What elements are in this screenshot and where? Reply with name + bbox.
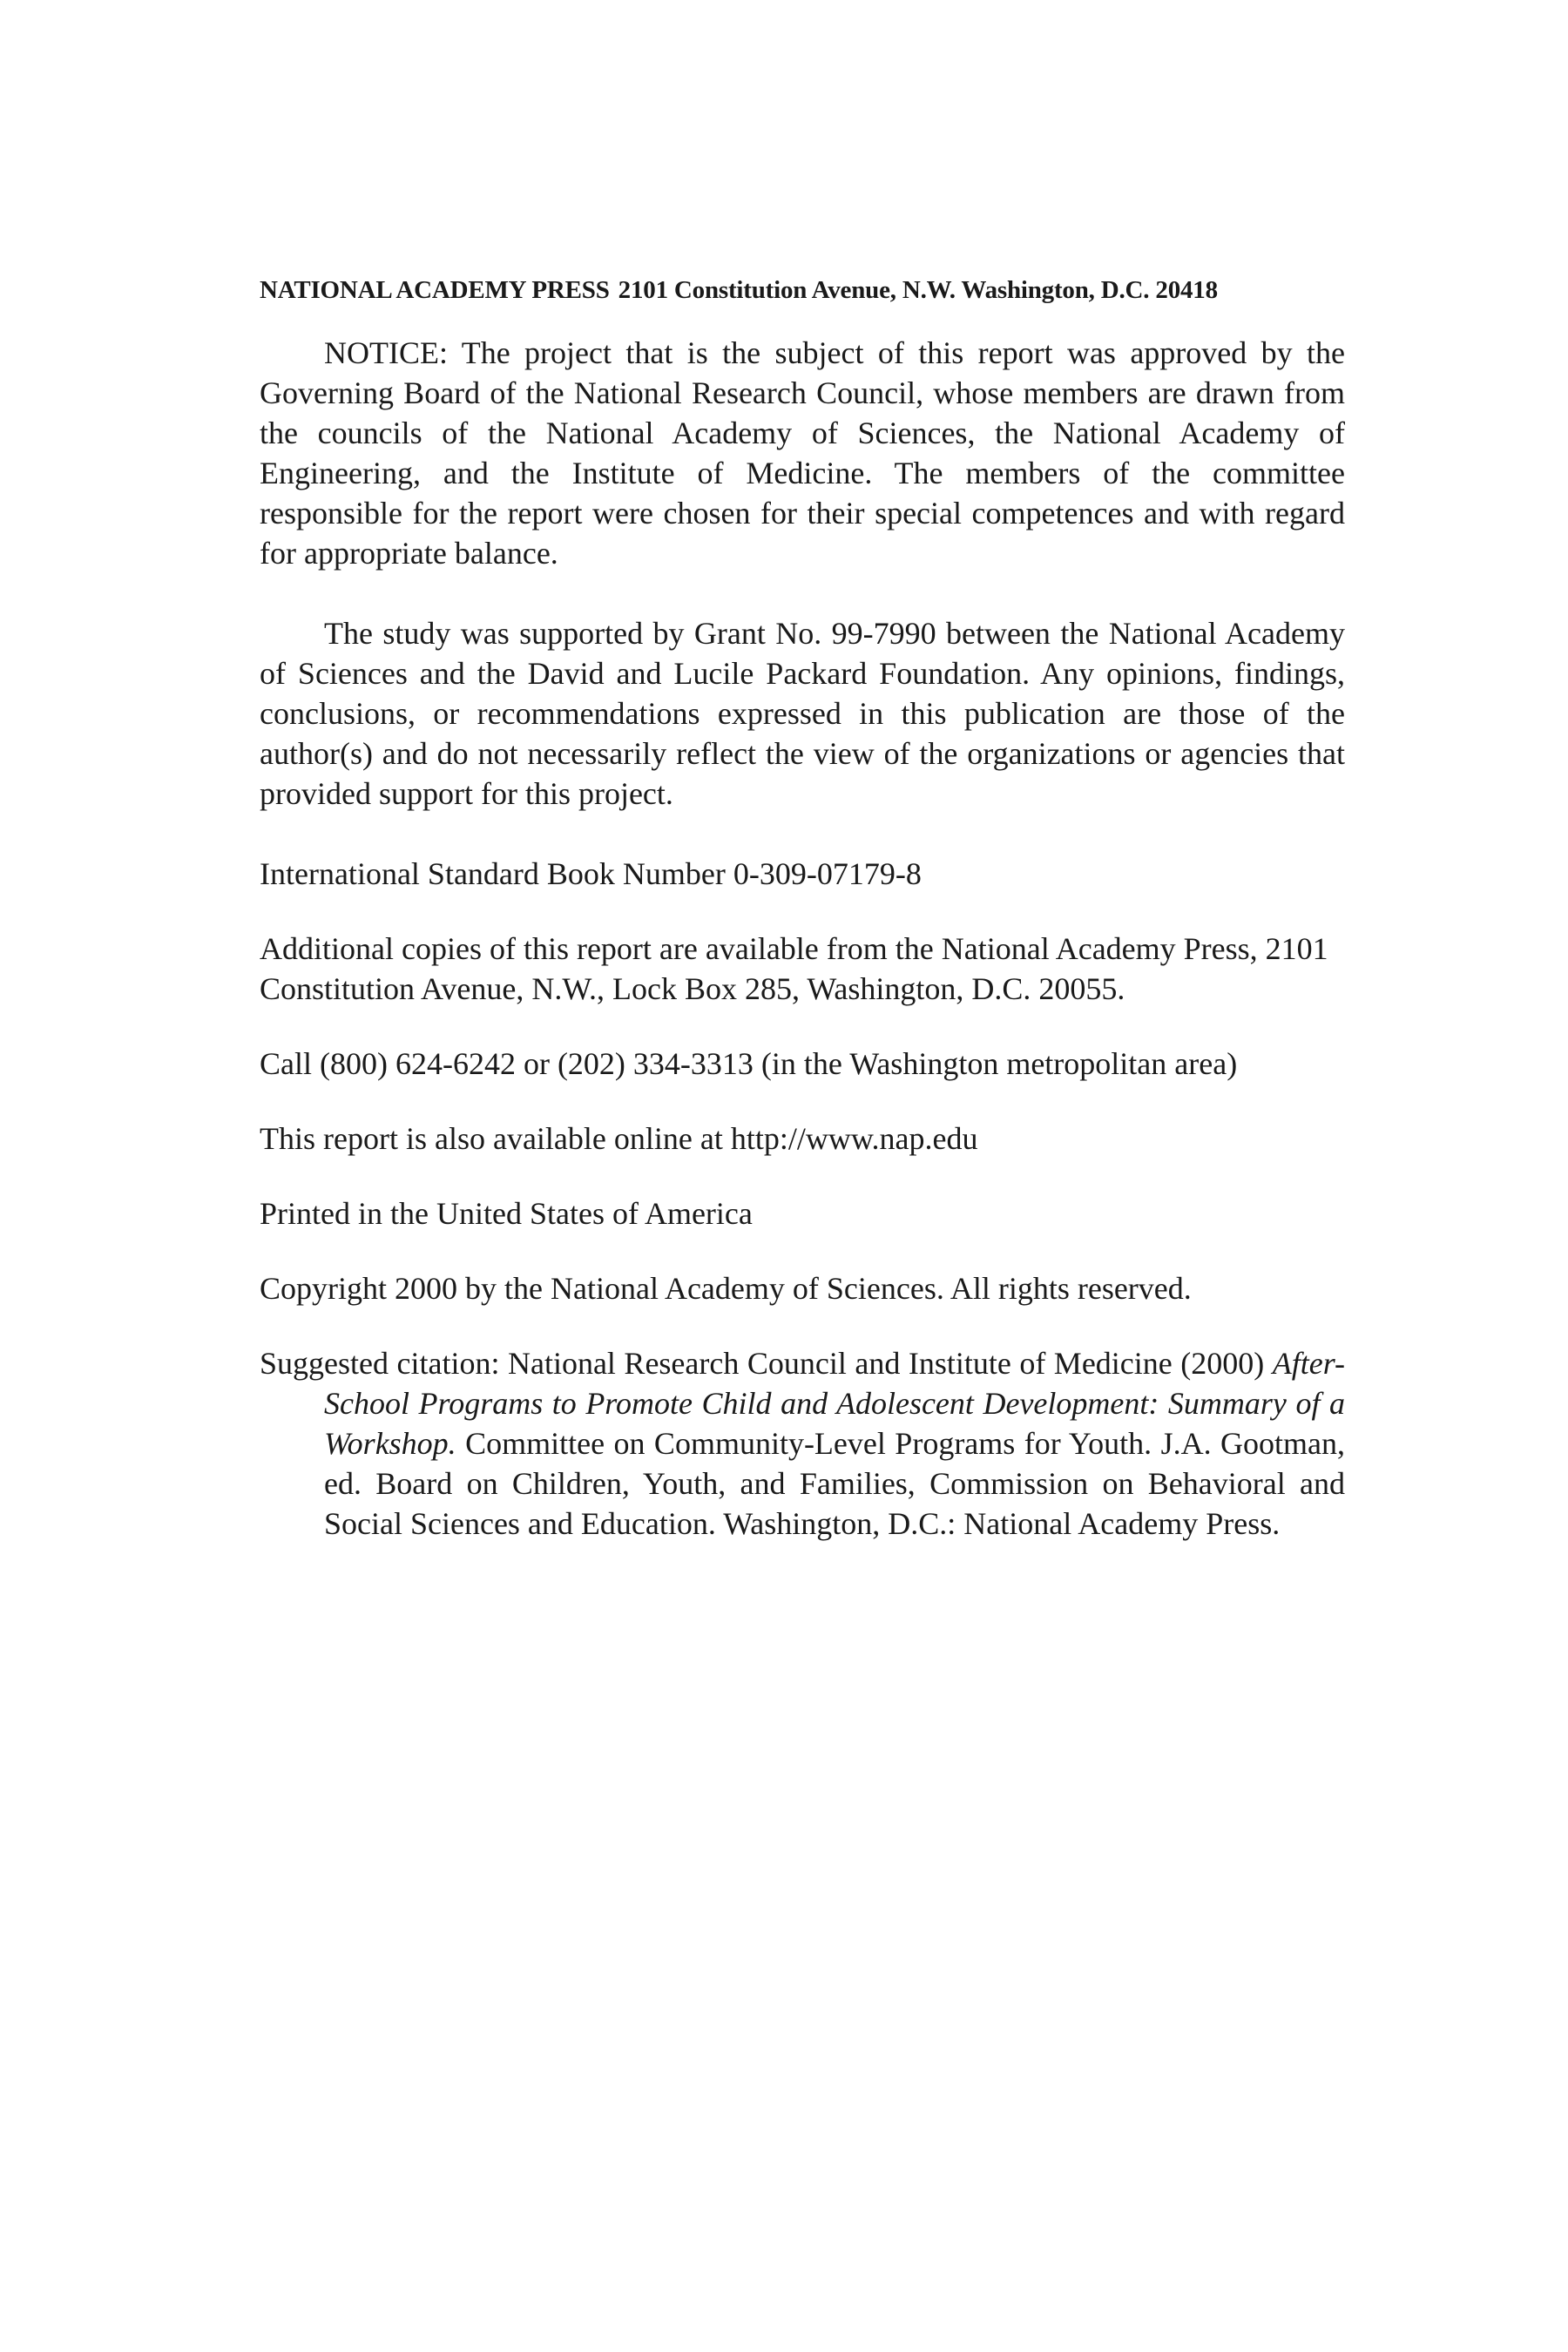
publisher-line: [260, 275, 1345, 305]
page-content: [260, 275, 1345, 1544]
citation-title: After-School Programs to Promote Child and Adolescent Development: Summary of a Workshop.: [324, 1346, 1345, 1461]
phone-line: Call (800) 624-6242 or (202) 334-3313 (in the Washington metropolitan area): [260, 1046, 1238, 1081]
publisher-address: 2101 Constitution Avenue, N.W. Washington, D.C. 20418: [618, 276, 1218, 304]
isbn-line: International Standard Book Number 0-309-07179-8: [260, 856, 922, 891]
suggested-citation: [260, 1343, 1345, 1544]
printed-in-line: Printed in the United States of America: [260, 1196, 753, 1231]
copyright-line: Copyright 2000 by the National Academy of Sciences. All rights reserved.: [260, 1271, 1192, 1306]
citation-suffix: Committee on Community-Level Programs for Youth. J.A. Gootman, ed. Board on Children, Youth, and Families, Commission on Behavioral and Social Sciences and Education. Washington, D.C.: National Academy Press.: [324, 1426, 1345, 1541]
citation-prefix: Suggested citation: National Research Council and Institute of Medicine (2000): [260, 1346, 1273, 1381]
publisher-name: NATIONAL ACADEMY PRESS: [260, 276, 610, 304]
funding-paragraph: The study was supported by Grant No. 99-7990 between the National Academy of Sciences and the David and Lucile Packard Foundation. Any opinions, findings, conclusions, or recommendations expressed in this publication are those of the author(s) and do not necessarily reflect the view of the organizations or agencies that provided support for this project.: [260, 616, 1345, 811]
notice-paragraph: NOTICE: The project that is the subject of this report was approved by the Governing Board of the National Research Council, whose members are drawn from the councils of the National Academy of Sciences, the National Academy of Engineering, and the Institute of Medicine. The members of the committee responsible for the report were chosen for their special competences and with regard for appropriate balance.: [260, 335, 1345, 571]
online-availability-line: This report is also available online at http://www.nap.edu: [260, 1121, 978, 1156]
additional-copies-paragraph: Additional copies of this report are available from the National Academy Press, 2101 Constitution Avenue, N.W., Lock Box 285, Washington, D.C. 20055.: [260, 931, 1328, 1006]
